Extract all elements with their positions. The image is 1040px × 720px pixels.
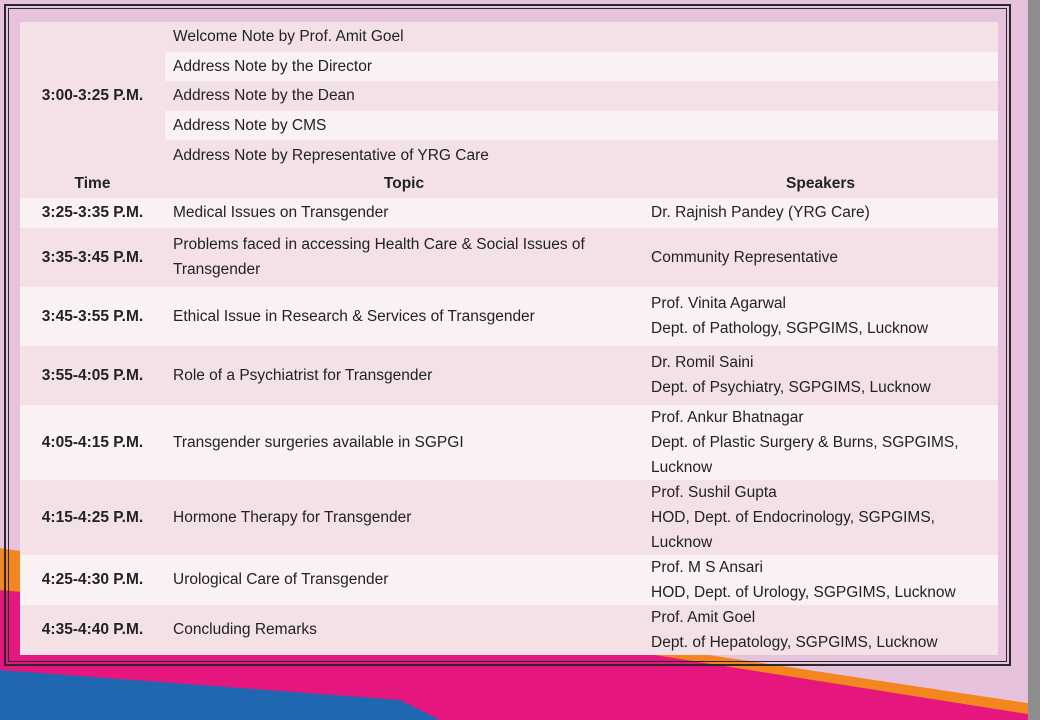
session-row bbox=[20, 605, 998, 655]
speaker-line: Dept. of Psychiatry, SGPGIMS, Lucknow bbox=[651, 379, 931, 397]
speaker-line: Prof. Amit Goel bbox=[651, 608, 756, 626]
session-speaker bbox=[643, 480, 998, 555]
speaker-line: Dept. of Plastic Surgery & Burns, SGPGIMS, Lucknow bbox=[651, 433, 959, 476]
speaker-line: HOD, Dept. of Endocrinology, SGPGIMS, Lucknow bbox=[651, 508, 935, 551]
welcome-item: Address Note by CMS bbox=[165, 111, 998, 141]
speaker-line: Prof. Sushil Gupta bbox=[651, 483, 777, 501]
welcome-item: Welcome Note by Prof. Amit Goel bbox=[165, 22, 998, 52]
header-topic: Topic bbox=[165, 170, 643, 198]
session-row bbox=[20, 228, 998, 287]
session-time: 4:15-4:25 P.M. bbox=[41, 508, 144, 526]
session-row bbox=[20, 555, 998, 605]
session-row bbox=[20, 346, 998, 405]
session-topic: Ethical Issue in Research & Services of Transgender bbox=[173, 307, 535, 325]
session-topic: Concluding Remarks bbox=[173, 621, 317, 639]
session-time: 3:35-3:45 P.M. bbox=[41, 248, 144, 266]
session-speaker bbox=[643, 605, 998, 655]
speaker-line: Prof. Vinita Agarwal bbox=[651, 295, 786, 313]
session-row bbox=[20, 405, 998, 480]
session-time: 4:35-4:40 P.M. bbox=[41, 621, 144, 639]
speaker-line: Prof. M S Ansari bbox=[651, 558, 763, 576]
session-topic: Urological Care of Transgender bbox=[173, 571, 389, 589]
session-row bbox=[20, 287, 998, 346]
session-speaker bbox=[643, 346, 998, 405]
welcome-row bbox=[20, 140, 998, 170]
welcome-row bbox=[20, 111, 998, 141]
right-edge-strip bbox=[1028, 0, 1040, 720]
session-time: 4:05-4:15 P.M. bbox=[41, 433, 144, 451]
speaker-line: Dr. Rajnish Pandey (YRG Care) bbox=[651, 204, 870, 222]
session-speaker bbox=[643, 198, 998, 228]
session-topic: Medical Issues on Transgender bbox=[173, 204, 389, 222]
session-speaker bbox=[643, 287, 998, 346]
session-topic: Problems faced in accessing Health Care & Social Issues of Transgender bbox=[173, 236, 585, 279]
speaker-line: Dr. Romil Saini bbox=[651, 354, 754, 372]
welcome-row bbox=[20, 52, 998, 82]
session-time: 4:25-4:30 P.M. bbox=[41, 571, 144, 589]
session-speaker bbox=[643, 555, 998, 605]
welcome-row bbox=[20, 81, 998, 111]
session-topic: Transgender surgeries available in SGPGI bbox=[173, 433, 464, 451]
speaker-line: Community Representative bbox=[651, 248, 838, 266]
session-topic: Role of a Psychiatrist for Transgender bbox=[173, 366, 433, 384]
session-speaker bbox=[643, 405, 998, 480]
welcome-item: Address Note by the Dean bbox=[165, 81, 998, 111]
welcome-item: Address Note by Representative of YRG Care bbox=[165, 140, 998, 170]
session-time: 3:25-3:35 P.M. bbox=[41, 204, 144, 222]
speaker-line: Dept. of Hepatology, SGPGIMS, Lucknow bbox=[651, 633, 938, 651]
welcome-time: 3:00-3:25 P.M. bbox=[20, 22, 165, 170]
session-row bbox=[20, 198, 998, 228]
speaker-line: Prof. Ankur Bhatnagar bbox=[651, 408, 804, 426]
welcome-row bbox=[20, 22, 998, 52]
session-speaker bbox=[643, 228, 998, 287]
session-time: 3:45-3:55 P.M. bbox=[41, 307, 144, 325]
header-time: Time bbox=[20, 170, 165, 198]
session-time: 3:55-4:05 P.M. bbox=[41, 366, 144, 384]
session-topic: Hormone Therapy for Transgender bbox=[173, 508, 412, 526]
header-speakers: Speakers bbox=[643, 170, 998, 198]
speaker-line: HOD, Dept. of Urology, SGPGIMS, Lucknow bbox=[651, 583, 956, 601]
agenda-table bbox=[20, 22, 998, 655]
session-row bbox=[20, 480, 998, 555]
welcome-item: Address Note by the Director bbox=[165, 52, 998, 82]
speaker-line: Dept. of Pathology, SGPGIMS, Lucknow bbox=[651, 320, 929, 338]
header-row bbox=[20, 170, 998, 198]
